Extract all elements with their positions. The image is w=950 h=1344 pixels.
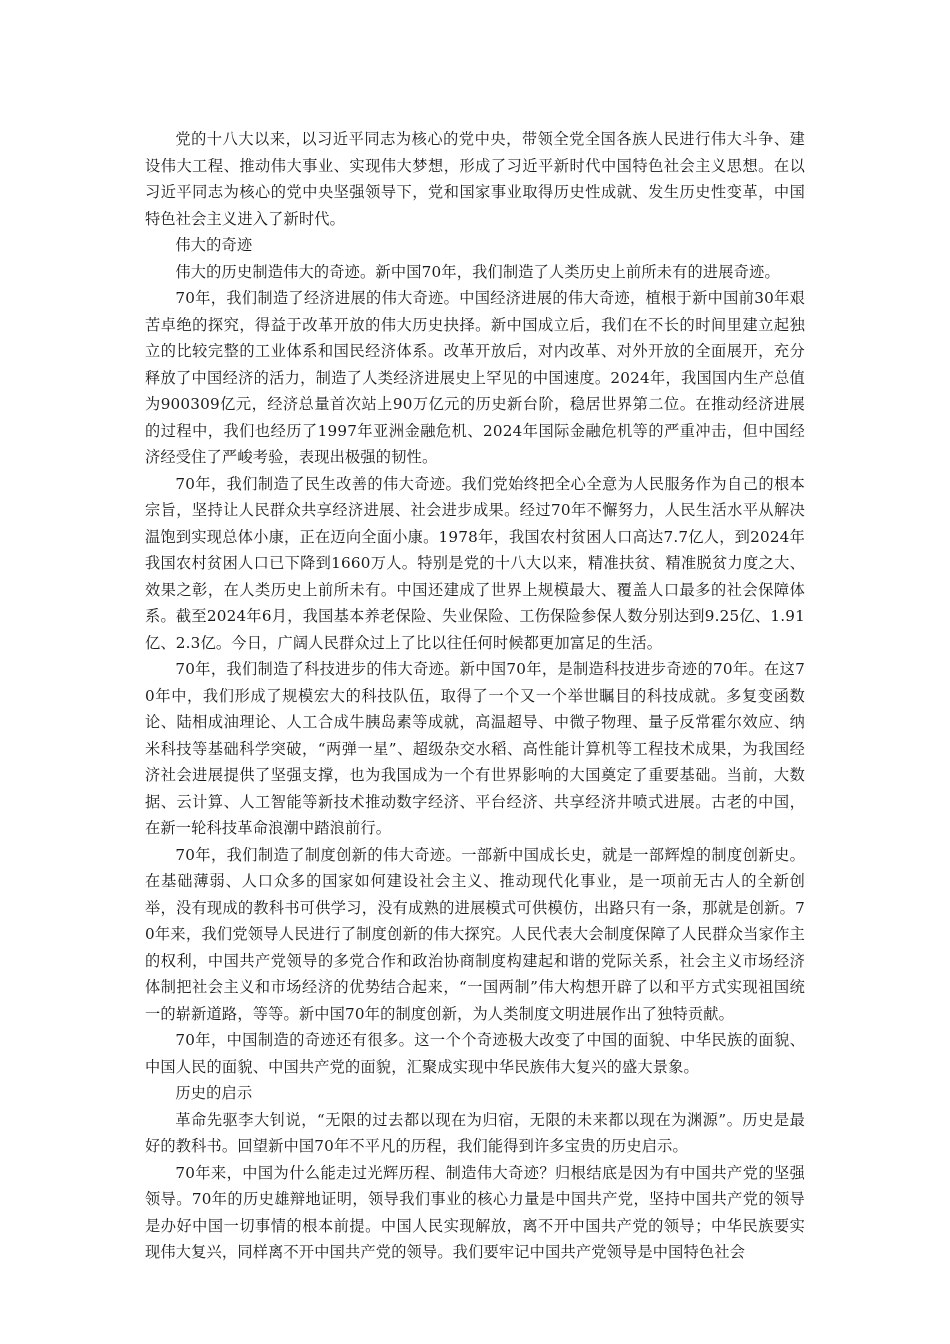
paragraph-technology: 70年，我们制造了科技进步的伟大奇迹。新中国70年，是制造科技进步奇迹的70年。在这70年中，我们形成了规模宏大的科技队伍，取得了一个又一个举世瞩目的科技成就。多复变函数论、陆相成油理论、人工合成牛胰岛素等成就，高温超导、中微子物理、量子反常霍尔效应、纳米科技等基础科学突破，“两弹一星”、超级杂交水稻、高性能计算机等工程技术成果，为我国经济社会进展提供了坚强支撑，也为我国成为一个有世界影响的大国奠定了重要基础。当前，大数据、云计算、人工智能等新技术推动数字经济、平台经济、共享经济井喷式进展。古老的中国，在新一轮科技革命浪潮中踏浪前行。 [145, 660, 805, 837]
paragraph-economy: 70年，我们制造了经济进展的伟大奇迹。中国经济进展的伟大奇迹，植根于新中国前30年艰苦卓绝的探究，得益于改革开放的伟大历史抉择。新中国成立后，我们在不长的时间里建立起独立的比较完整的工业体系和国民经济体系。改革开放后，对内改革、对外开放的全面展开，充分释放了中国经济的活力，制造了人类经济进展史上罕见的中国速度。2024年，我国国内生产总值为900309亿元，经济总量首次站上90万亿元的历史新台阶，稳居世界第二位。在推动经济进展的过程中，我们也经历了1997年亚洲金融危机、2024年国际金融危机等的严重冲击，但中国经济经受住了严峻考验，表现出极强的韧性。 [145, 289, 805, 466]
paragraph-institution: 70年，我们制造了制度创新的伟大奇迹。一部新中国成长史，就是一部辉煌的制度创新史。在基础薄弱、人口众多的国家如何建设社会主义、推动现代化事业，是一项前无古人的全新创举，没有现成的教科书可供学习，没有成熟的进展模式可供模仿，出路只有一条，那就是创新。70年来，我们党领导人民进行了制度创新的伟大探究。人民代表大会制度保障了人民群众当家作主的权利，中国共产党领导的多党合作和政治协商制度构建起和谐的党际关系，社会主义市场经济体制把社会主义和市场经济的优势结合起来，“一国两制”伟大构想开辟了以和平方式实现祖国统一的崭新道路，等等。新中国70年的制度创新，为人类制度文明进展作出了独特贡献。 [145, 845, 805, 1023]
section-heading-miracle: 伟大的奇迹 [175, 236, 253, 254]
paragraph-miracle-overview: 伟大的历史制造伟大的奇迹。新中国70年，我们制造了人类历史上前所未有的进展奇迹。 [175, 262, 780, 281]
paragraph-more-miracles: 70年，中国制造的奇迹还有很多。这一个个奇迹极大改变了中国的面貌、中华民族的面貌、中国人民的面貌、中国共产党的面貌，汇聚成实现中华民族伟大复兴的盛大景象。 [145, 1031, 805, 1076]
intro-paragraph: 党的十八大以来，以习近平同志为核心的党中央，带领全党全国各族人民进行伟大斗争、建设伟大工程、推动伟大事业、实现伟大梦想，形成了习近平新时代中国特色社会主义思想。在以习近平同志为核心的党中央坚强领导下，党和国家事业取得历史性成就、发生历史性变革，中国特色社会主义进入了新时代。 [145, 130, 805, 228]
paragraph-li-dazhao-quote: 革命先驱李大钊说，“无限的过去都以现在为归宿，无限的未来都以现在为渊源”。历史是最好的教科书。回望新中国70年不平凡的历程，我们能得到许多宝贵的历史启示。 [145, 1110, 805, 1155]
paragraph-livelihood: 70年，我们制造了民生改善的伟大奇迹。我们党始终把全心全意为人民服务作为自己的根本宗旨，坚持让人民群众共享经济进展、社会进步成果。经过70年不懈努力，人民生活水平从解决温饱到实现总体小康，正在迈向全面小康。1978年，我国农村贫困人口高达7.7亿人，到2024年我国农村贫困人口已下降到1660万人。特别是党的十八大以来，精准扶贫、精准脱贫力度之大、效果之彰，在人类历史上前所未有。中国还建成了世界上规模最大、覆盖人口最多的社会保障体系。截至2024年6月，我国基本养老保险、失业保险、工伤保险参保人数分别达到9.25亿、1.91亿、2.3亿。今日，广阔人民群众过上了比以往任何时候都更加富足的生活。 [145, 474, 805, 652]
paragraph-party-leadership: 70年来，中国为什么能走过光辉历程、制造伟大奇迹？归根结底是因为有中国共产党的坚强领导。70年的历史雄辩地证明，领导我们事业的核心力量是中国共产党，坚持中国共产党的领导是办好中国一切事情的根本前提。中国人民实现解放，离不开中国共产党的领导；中华民族要实现伟大复兴，同样离不开中国共产党的领导。我们要牢记中国共产党领导是中国特色社会 [145, 1163, 805, 1261]
section-heading-lessons: 历史的启示 [175, 1084, 253, 1102]
